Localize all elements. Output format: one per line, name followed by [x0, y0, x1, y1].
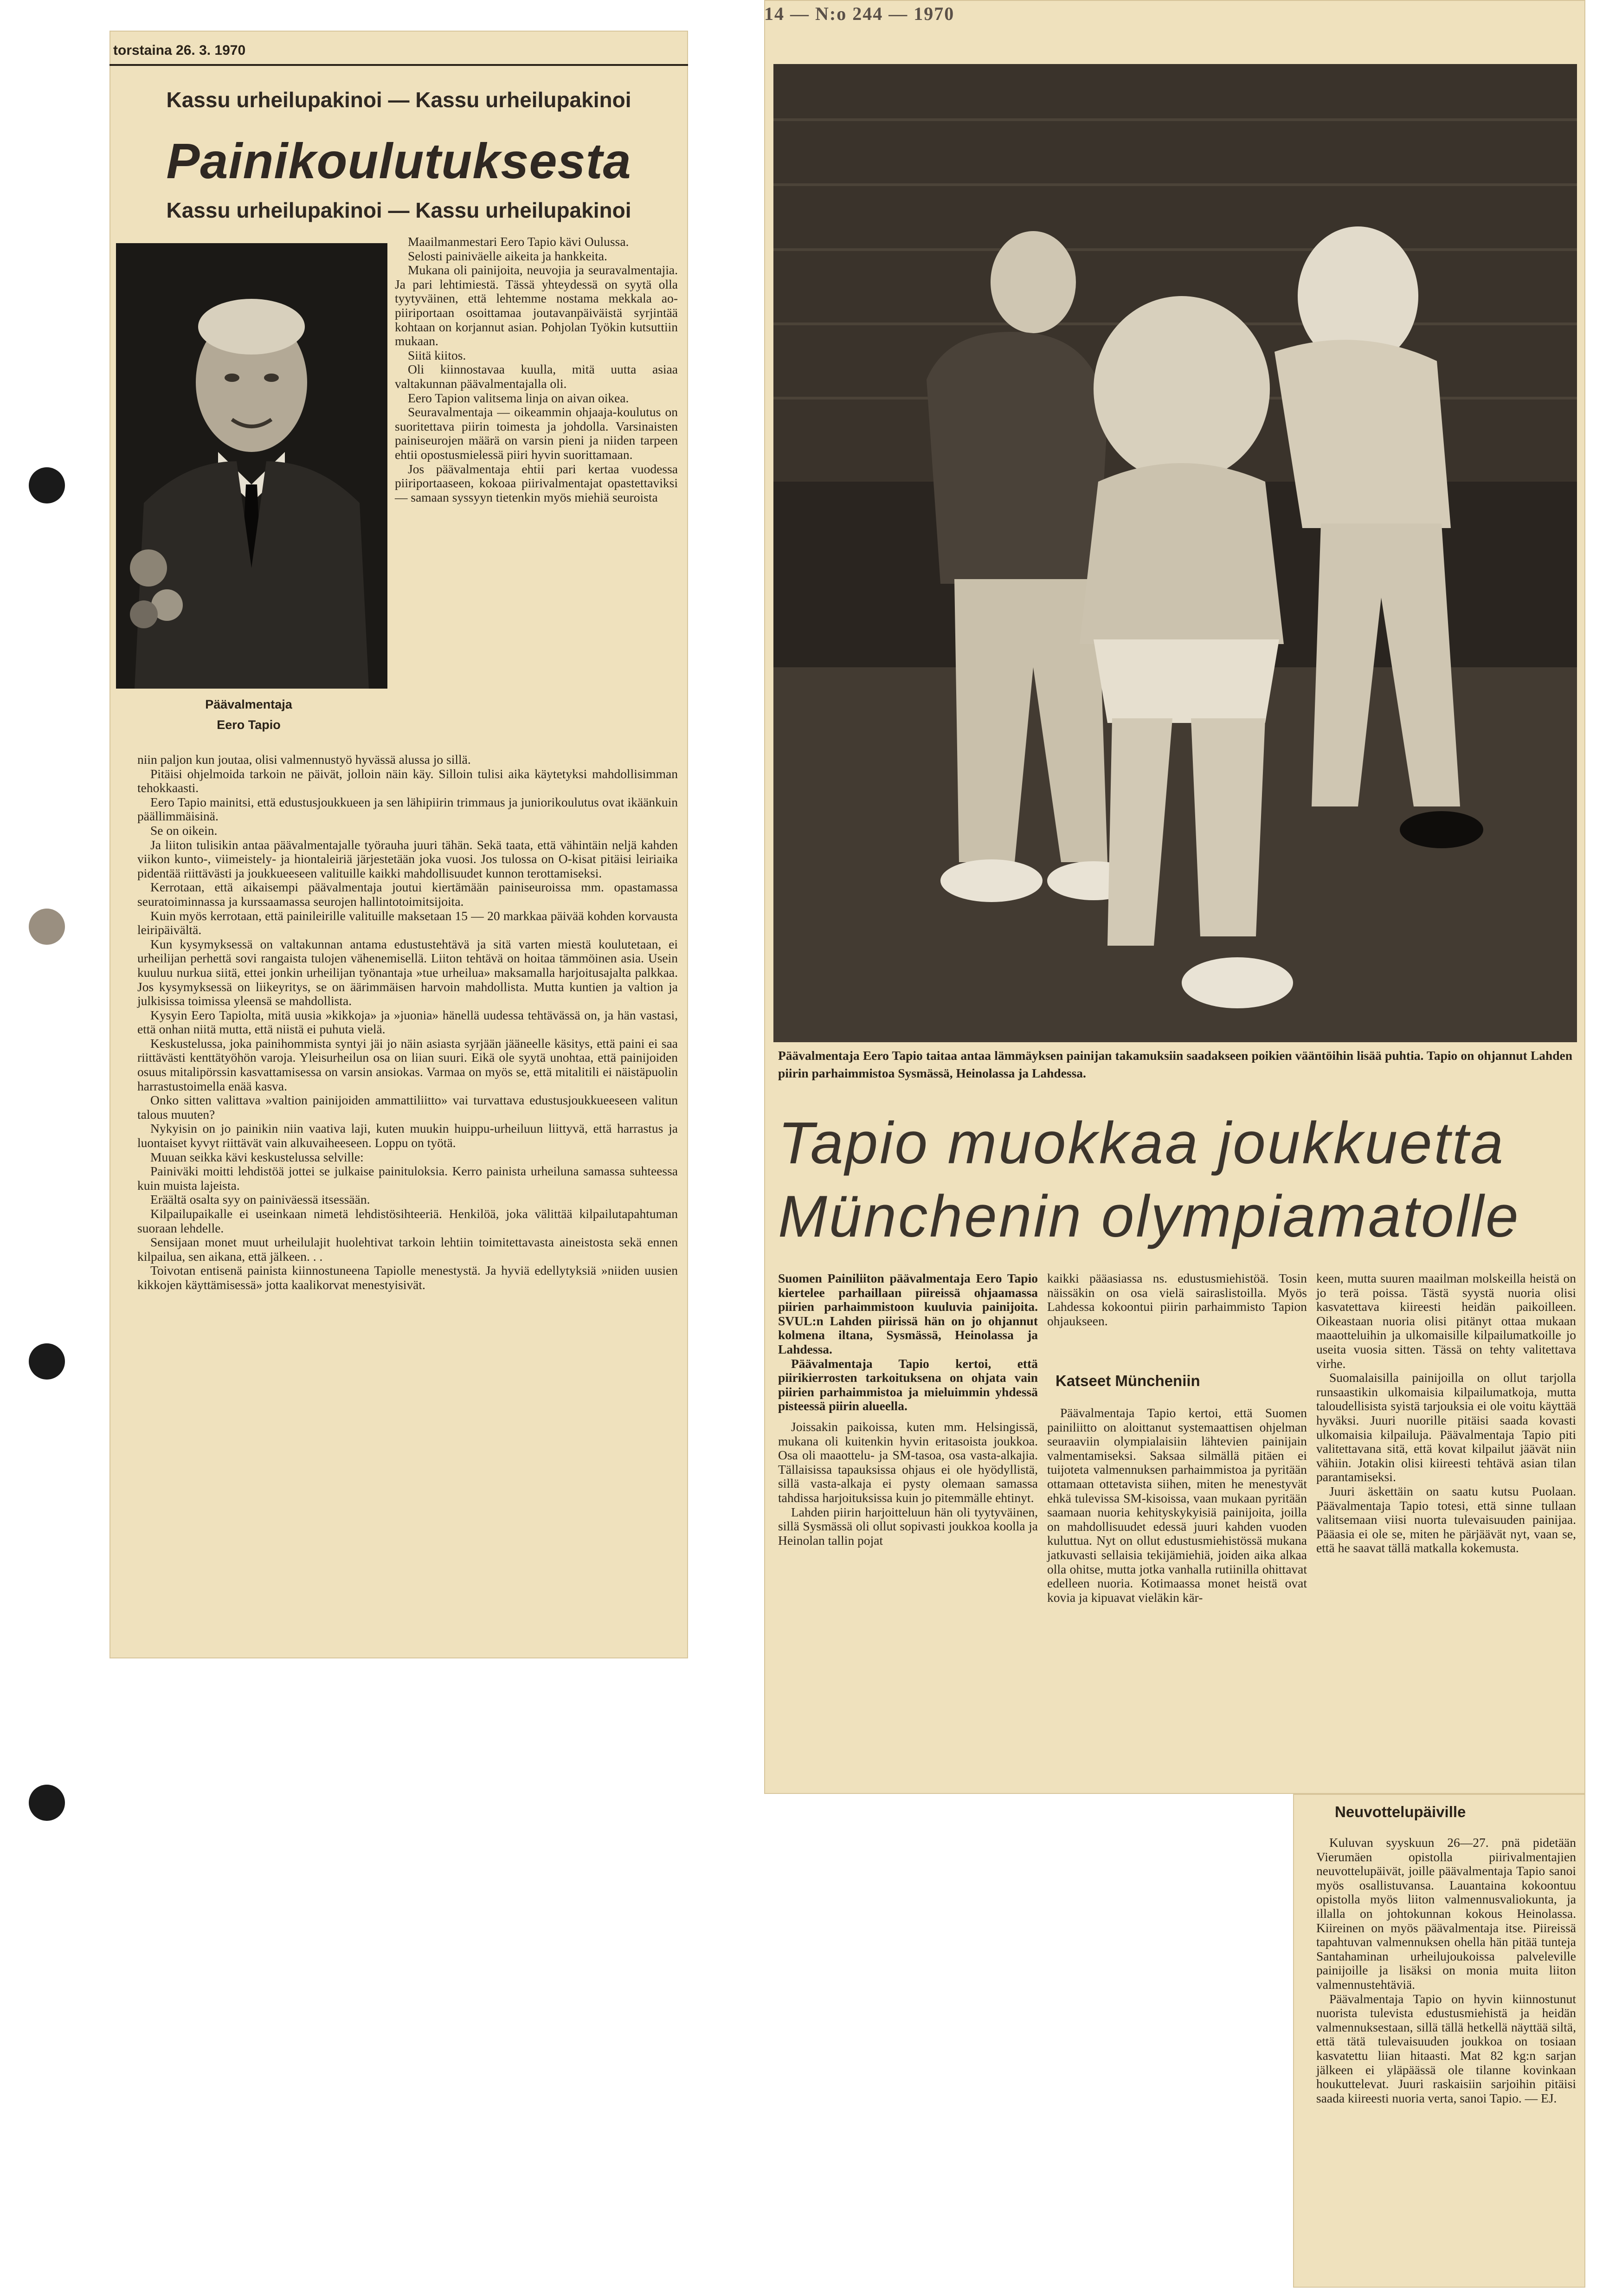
paragraph: Eero Tapio mainitsi, että edustusjoukkueen ja sen lähipiirin trimmaus ja juniorikoulutus ovat ikäänkuin päällimmäisinä.: [137, 794, 678, 824]
portrait-caption-title: Päävalmentaja: [205, 697, 292, 711]
paragraph: Suomalaisilla painijoilla on ollut tarjolla runsaastikin ulkomaisia kilpailumatkoja, mutta taloudellisista syistä tarjouksia ei ole voitu käyttää hyväksi. Juuri nuorille pitäisi saada kovasti ulkomaisia kilpailuja. Päävalmentaja Tapio piti valitettavana sitä, että kovat kilpailut jäävät niin vähiin. Jotakin olisi kiireesti tehtävä asian tilan parantamiseksi.: [1316, 1370, 1576, 1484]
paragraph: Jos päävalmentaja ehtii pari kertaa vuodessa piiriportaaseen, kokoaa piirivalmentajat opastettaviksi — samaan syssyyn tietenkin myös miehiä seuroista: [395, 461, 678, 504]
left-clipping: [109, 31, 688, 1658]
article-column-3-lower: [1316, 1836, 1576, 2105]
paragraph: Juuri äskettäin on saatu kutsu Puolaan. Päävalmentaja Tapio totesi, että sinne tullaan valitsemaan viisi nuorta tulevaisuuden painijaa. Pääasia ei ole se, miten he pärjäävät nyt, vaan se, että he saavat tällä matkalla kokemusta.: [1316, 1483, 1576, 1555]
article-full-width: [137, 753, 678, 1292]
paragraph: Painiväki moitti lehdistöä jottei se julkaise painituloksia. Kerro painista urheiluna samassa suhteessa kuin muista lajeista.: [137, 1164, 678, 1193]
portrait-caption: [137, 694, 360, 735]
paragraph: Lahden piirin harjoitteluun hän oli tyytyväinen, sillä Sysmässä oli ollut sopivasti joukkoa koolla ja Heinolan tallin pojat: [778, 1504, 1038, 1548]
paragraph: Päävalmentaja Tapio on hyvin kiinnostunut nuorista tulevista edustusmiehistä ja heidän valmennuksestaan, sillä tällä hetkellä näyttää siltä, että tätä tulevaisuuden joukkoa on tosiaan kasvatettu liian hitaasti. Mat 82 kg:n sarjan jälkeen ei yläpäässä ole tilanne kovinkaan houkuttelevat. Juuri raskaisiin sarjoihin pitäisi saada kiireesti nuoria verta, sanoi Tapio. — EJ.: [1316, 1991, 1576, 2105]
kicker-top: Kassu urheilupakinoi — Kassu urheilupakinoi: [166, 88, 631, 112]
article-right-column: [395, 235, 678, 504]
subhead-munich: Katseet Müncheniin: [1056, 1372, 1200, 1389]
dateline-rule: [109, 64, 688, 66]
paragraph: Selosti painiväelle aikeita ja hankkeita.: [408, 248, 607, 263]
article-column-3: [1316, 1271, 1576, 1555]
wrestling-illustration: [773, 64, 1577, 1042]
punch-hole-3: [29, 1343, 65, 1380]
paragraph: Joissakin paikoissa, kuten mm. Helsingissä, mukana oli kuitenkin hyvin eritasoista joukkoa. Osa oli maaottelu- ja SM-tasoa, osa vasta-alkajia. Tällaisissa tapauksissa ohjaus ei ole hyödyllistä, sillä vasta-alkaja ei pysty olemaan samassa tahdissa harjoituksissa kuin jo pitemmälle ehtinyt.: [778, 1419, 1038, 1505]
paragraph: Toivotan entisenä painista kiinnostuneena Tapiolle menestystä. Ja hyviä edellytyksiä »niiden uusien kikkojen käyttämisessä» jotta kaalikorvat menestyisivät.: [137, 1263, 678, 1292]
paragraph: Kuin myös kerrotaan, että painileirille valituille maksetaan 15 — 20 markkaa päivää kohden korvausta leiripäivältä.: [137, 908, 678, 937]
paragraph: keen, mutta suuren maailman molskeilla heistä on jo terä poissa. Tästä syystä nuoria olisi kasvatettava kiireesti heidän paikoilleen. Oikeastaan nuoria olisi pitänyt ottaa mukaan maaotteluihin ja ulkomaisille kilpailumatkoille jo useita vuosia sitten. Tässä on tehty valitettava virhe.: [1316, 1271, 1576, 1371]
headline: Painikoulutuksesta: [166, 133, 631, 189]
paragraph: Oli kiinnostavaa kuulla, mitä uutta asiaa valtakunnan päävalmentajalla oli.: [395, 362, 678, 391]
paragraph: Keskustelussa, joka painihommista syntyi jäi jo näin asiasta syrjään jääneelle käsitys, että paini ei saa riittävästi kenttätyöhön varoja. Yleisurheilun osa on liian suuri. Eikä ole syytä unohtaa, että painijoiden osuus mitalipörssin kasvattamisessa on varsin ansiokas. Varmaa on myös se, että mitalitili ei näistäpuolin harrastustoimella enää kasva.: [137, 1036, 678, 1093]
paragraph: Kilpailupaikalle ei useinkaan nimetä lehdistösihteeriä. Henkilöä, joka välittää kilpailutapahtuman suoraan lehdelle.: [137, 1206, 678, 1235]
portrait-caption-name: Eero Tapio: [217, 718, 281, 732]
folio: 14 — N:o 244 — 1970: [764, 3, 955, 24]
paragraph: kaikki pääasiassa ns. edustusmiehistöä. Tosin näissäkin on osa vielä sairaslistoilla. Myös Lahdessa kokoontui piirin parhaimmisto Tapion ohjaukseen.: [1047, 1271, 1307, 1328]
dateline: torstaina 26. 3. 1970: [113, 43, 246, 58]
wrestling-photo: [773, 64, 1577, 1042]
paragraph: Eero Tapion valitsema linja on aivan oikea.: [408, 390, 629, 405]
paragraph: Ja liiton tulisikin antaa päävalmentajalle työrauha juuri tähän. Sekä taata, että vähintäin neljä kahden viikon kunto-, viimeistely- ja hiontaleiriä järjestetään joka vuosi. Jos tulossa on O-kisat pitäisi leiriaika pidentää riittävästi ja joukkueeseen valituille kaikki mahdollisuudet kunnon terottamiseksi.: [137, 837, 678, 880]
paragraph: Muuan seikka kävi keskustelussa selville:: [150, 1149, 364, 1164]
punch-hole-4: [29, 1785, 65, 1821]
right-clipping: [764, 0, 1585, 1794]
right-clipping-continuation: [1293, 1794, 1585, 2288]
paragraph: Seuravalmentaja — oikeammin ohjaaja-koulutus on suoritettava piirin toimesta ja johdolla. Varsinaisten painiseurojen määrä on varsin pieni ja niiden tarpeen ehtii opostusmielessä piiri hyvin suorittamaan.: [395, 405, 678, 462]
paragraph: Päävalmentaja Tapio kertoi, että Suomen painiliitto on aloittanut systemaattisen ohjelman seuraaviin olympialaisiin lähtevien painijain valmentamiseksi. Saksaa silmällä pitäen ei tuijoteta valmennuksen parhaimmistoa ja pyritään ottamaan ottetavista siihen, miten he menestyvät ehkä tulevissa SM-kisoissa, vaan mukaan pyritään saamaan nuoria kehityskykyisiä painijoita, joilla on mahdollisuudet edessä juuri kahden vuoden kuluttua. Nyt on ollut edustusmiehistössä mukana jatkuvasti sellaisia tekijämiehiä, joiden aika alkaa olla ohitse, mutta jotka vanhalla rutiinilla ohittavat edelleen nuoria. Kotimaassa monet heistä ovat kovia ja kipuavat vieläkin kär-: [1047, 1406, 1307, 1605]
paragraph: Se on oikein.: [150, 823, 218, 838]
paragraph: Kerrotaan, että aikaisempi päävalmentaja joutui kiertämään painiseuroissa mm. opastamassa seuratoiminnassa ja kurssaamassa seurojen hallintotoimitsijoita.: [137, 880, 678, 909]
punch-hole-1: [29, 467, 65, 503]
headline-line-1: Tapio muokkaa joukkuetta: [778, 1110, 1505, 1176]
photo-caption: Päävalmentaja Eero Tapio taitaa antaa lämmäyksen painijan takamuksiin saadakseen poikien vääntöihin lisää puhtia. Tapio on ohjannut Lahden piirin parhaimmistoa Sysmässä, Heinolassa ja Lahdessa.: [778, 1048, 1572, 1080]
punch-hole-2: [29, 909, 65, 945]
paragraph: niin paljon kun joutaa, olisi valmennustyö hyvässä alussa jo sillä.: [137, 752, 471, 767]
paragraph: Maailmanmestari Eero Tapio kävi Oulussa.: [408, 234, 629, 249]
article-column-2: [1047, 1271, 1307, 1328]
paragraph: Kun kysymyksessä on valtakunnan antama edustustehtävä ja sitä varten miestä koulutetaan, ei urheilijan perhettä sovi rangaista tulojen vähenemisellä. Liiton tehtävä on hoitaa tämmöinen asia. Usein kuuluu nurkua siitä, ettei jonkin urheilijan työnantaja »tue urheilua» maksamalla harjoitusajalta palkkaa. Jos kysymyksessä on liikeyritys, se on äärimmäisen harvoin mahdollista. Mutta kuntien ja valtion ja julkisissa toimissa yleensä se mahdollista.: [137, 936, 678, 1008]
lead-paragraph: Päävalmentaja Tapio kertoi, että piirikierrosten tarkoituksena on ohjata vain piirien parhaimmistoa ja mieluimmin yhdessä pisteessä piirin alueella.: [778, 1356, 1038, 1413]
subhead-meetings: Neuvottelupäiville: [1335, 1803, 1466, 1820]
paragraph: Pitäisi ohjelmoida tarkoin ne päivät, jolloin näin käy. Silloin tulisi aika käytetyksi mahdollisimman tehokkaasti.: [137, 766, 678, 795]
kicker-bottom: Kassu urheilupakinoi — Kassu urheilupakinoi: [166, 198, 631, 222]
paragraph: Kysyin Eero Tapiolta, mitä uusia »kikkoja» ja »juonia» hänellä uudessa tehtävässä on, ja hän vastasi, että onhan niitä mutta, että niistä ei puhuta vielä.: [137, 1007, 678, 1037]
portrait-photo: [116, 243, 387, 689]
paragraph: Onko sitten valittava »valtion painijoiden ammattiliitto» vai turvattava edustusjoukkueeseen valitun talous muuten?: [137, 1093, 678, 1122]
portrait-illustration: [116, 243, 387, 689]
paragraph: Kuluvan syyskuun 26—27. pnä pidetään Vierumäen opistolla piirivalmentajien neuvottelupäivät, joille päävalmentaja Tapio sanoi myös osallistuvansa. Lauantaina kokoontuu opistolla myös liiton valmennusvaliokunta, ja illalla on johtokunnan kokous Heinolassa. Kiireinen on myös päävalmentaja itse. Piireissä tapahtuvan valmennuksen ohella hän pitää tunteja Santahaminan urheilujoukoissa palveleville painijoille ja lisäksi on monia muita liiton valmennustehtäviä.: [1316, 1835, 1576, 1992]
paragraph: Eräältä osalta syy on painiväessä itsessään.: [150, 1192, 370, 1207]
article-column-2-body: [1047, 1406, 1307, 1605]
article-column-1: [778, 1271, 1038, 1548]
lead-paragraph: Suomen Painiliiton päävalmentaja Eero Tapio kiertelee parhaillaan piireissä ohjaamassa piirien parhaimmistoon kuuluvia painijoita. SVUL:n Lahden piirissä hän on jo ohjannut kolmena iltana, Sysmässä, Heinolassa ja Lahdessa.: [778, 1271, 1038, 1356]
paragraph: Sensijaan monet muut urheilulajit huolehtivat tarkoin lehtiin toimitettavasta aineistosta sekä ennen kilpailua, sen aikana, että jälkeen. . .: [137, 1235, 678, 1264]
paragraph: Siitä kiitos.: [408, 348, 466, 362]
headline-line-2: Münchenin olympiamatolle: [778, 1183, 1520, 1249]
paragraph: Nykyisin on jo painikin niin vaativa laji, kuten muukin huippu-urheiluun liittyvä, että harrastus ja luontaiset kyvyt riittävät vain alkuvaiheeseen. Loppu on työtä.: [137, 1121, 678, 1150]
paragraph: Mukana oli painijoita, neuvojia ja seuravalmentajia. Ja pari lehtimiestä. Tässä yhteydessä on syytä olla tyytyväinen, että lehtemme nostama mekkala ao-piiriportaan osoittamaa joutavanpäiväistä syrjintää kohtaan on korjannut asian. Pohjolan Työkin kutsuttiin mukaan.: [395, 263, 678, 348]
